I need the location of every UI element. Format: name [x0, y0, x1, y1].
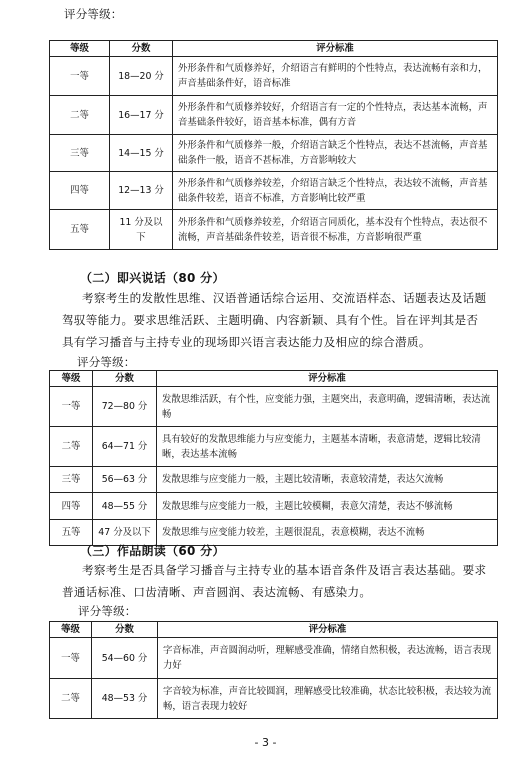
criteria-cell: 具有较好的发散思维能力与应变能力，主题基本清晰，表意清楚，逻辑比较清晰，表达基本流畅 — [157, 427, 498, 467]
header-criteria: 评分标准 — [173, 41, 498, 57]
paragraph-text: 考察考生是否具备学习播音与主持专业的基本语音条件及语言表达基础。要求普通话标准、口齿清晰、声音圆润、表达流畅、有感染力。 — [62, 563, 487, 599]
table-header-row — [50, 622, 498, 638]
table-row — [50, 638, 498, 679]
header-score: 分数 — [92, 622, 158, 638]
score-cell: 56—63 分 — [93, 467, 157, 493]
criteria-cell: 发散思维与应变能力一般，主题比较清晰，表意较清楚，表达欠流畅 — [157, 467, 498, 493]
score-cell: 48—55 分 — [93, 493, 157, 520]
score-cell: 54—60 分 — [92, 638, 158, 679]
criteria-cell: 外形条件和气质修养较差，介绍语言缺乏个性特点，表达较不流畅，声音基础条件较差，语音不标准，方音影响比较严重 — [173, 172, 498, 210]
grade-label: 评分等级： — [78, 604, 137, 618]
paragraph-text: 考察考生的发散性思维、汉语普通话综合运用、交流语样态、话题表达及话题驾驭等能力。要求思维活跃、主题明确、内容新颖、具有个性。旨在评判其是否具有学习播音与主持专业的现场即兴语言表达能力及相应的综合潜质。 — [62, 291, 487, 349]
level-cell: 四等 — [50, 493, 93, 520]
score-cell: 72—80 分 — [93, 387, 157, 427]
level-cell: 一等 — [50, 638, 92, 679]
header-criteria: 评分标准 — [157, 371, 498, 387]
level-cell: 二等 — [50, 679, 92, 719]
table-row — [50, 493, 498, 520]
table-row — [50, 210, 498, 250]
level-cell: 二等 — [50, 427, 93, 467]
section-paragraph — [62, 287, 490, 353]
grade-table-impromptu — [49, 370, 498, 546]
level-cell: 五等 — [50, 520, 93, 546]
level-cell: 三等 — [50, 467, 93, 493]
table-row — [50, 57, 498, 96]
score-cell: 12—13 分 — [110, 172, 173, 210]
header-criteria: 评分标准 — [158, 622, 498, 638]
grade-label: 评分等级： — [77, 355, 136, 369]
score-cell: 11 分及以下 — [110, 210, 173, 250]
level-cell: 四等 — [50, 172, 110, 210]
score-cell: 16—17 分 — [110, 96, 173, 135]
score-cell: 48—53 分 — [92, 679, 158, 719]
criteria-cell: 发散思维与应变能力一般，主题比较模糊，表意欠清楚，表达不够流畅 — [157, 493, 498, 520]
section-paragraph — [62, 559, 490, 603]
header-level: 等级 — [50, 371, 93, 387]
table-row — [50, 96, 498, 135]
criteria-cell: 发散思维与应变能力较差，主题很混乱，表意模糊，表达不流畅 — [157, 520, 498, 546]
criteria-cell: 外形条件和气质修养一般，介绍语言缺乏个性特点，表达不甚流畅，声音基础条件一般，语音不甚标准，方音影响较大 — [173, 135, 498, 172]
level-cell: 一等 — [50, 387, 93, 427]
table-row — [50, 427, 498, 467]
table-row — [50, 467, 498, 493]
header-level: 等级 — [50, 622, 92, 638]
table-row — [50, 135, 498, 172]
level-cell: 五等 — [50, 210, 110, 250]
grade-label: 评分等级： — [64, 7, 123, 21]
grade-table-reading — [49, 621, 498, 719]
score-cell: 18—20 分 — [110, 57, 173, 96]
criteria-cell: 外形条件和气质修养较差，介绍语言同质化，基本没有个性特点，表达很不流畅，声音基础条件较差，语音很不标准，方音影响很严重 — [173, 210, 498, 250]
criteria-cell: 字音标准，声音圆润动听，理解感受准确，情绪自然积极，表达流畅，语言表现力好 — [158, 638, 498, 679]
header-score: 分数 — [93, 371, 157, 387]
grade-table-appearance — [49, 40, 498, 250]
header-score: 分数 — [110, 41, 173, 57]
criteria-cell: 字音较为标准，声音比较圆润，理解感受比较准确，状态比较积极，表达较为流畅，语言表现力较好 — [158, 679, 498, 719]
table-row — [50, 387, 498, 427]
level-cell: 二等 — [50, 96, 110, 135]
table-row — [50, 679, 498, 719]
criteria-cell: 外形条件和气质修养好，介绍语言有鲜明的个性特点，表达流畅有亲和力，声音基础条件好，语音标准 — [173, 57, 498, 96]
score-cell: 14—15 分 — [110, 135, 173, 172]
section-heading-impromptu: （二）即兴说话（80 分） — [80, 271, 225, 285]
criteria-cell: 发散思维活跃，有个性，应变能力强，主题突出，表意明确，逻辑清晰，表达流畅 — [157, 387, 498, 427]
table-row — [50, 172, 498, 210]
section-heading-reading: （三）作品朗读（60 分） — [80, 544, 225, 558]
level-cell: 一等 — [50, 57, 110, 96]
page-number: - 3 - — [254, 736, 277, 749]
score-cell: 64—71 分 — [93, 427, 157, 467]
level-cell: 三等 — [50, 135, 110, 172]
table-header-row — [50, 41, 498, 57]
score-cell: 47 分及以下 — [93, 520, 157, 546]
table-header-row — [50, 371, 498, 387]
criteria-cell: 外形条件和气质修养较好，介绍语言有一定的个性特点，表达基本流畅，声音基础条件较好，语音基本标准，偶有方音 — [173, 96, 498, 135]
header-level: 等级 — [50, 41, 110, 57]
